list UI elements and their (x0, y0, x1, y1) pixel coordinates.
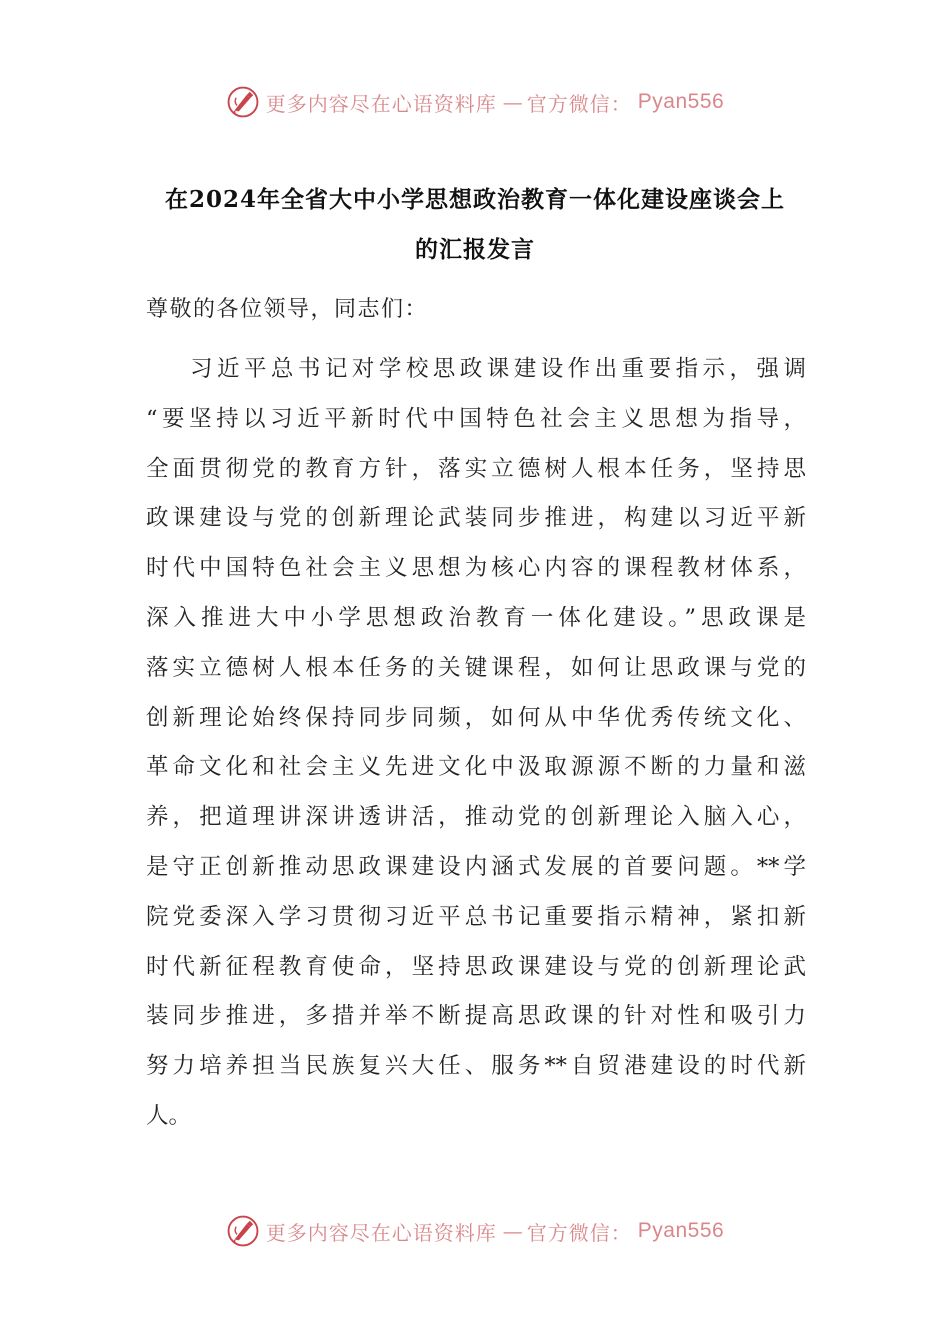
watermark-label: 官方微信： (526, 1220, 632, 1245)
salutation: 尊敬的各位领导，同志们： (146, 297, 429, 322)
body-line: 养，把道理讲深讲透讲活，推动党的创新理论入脑入心， (146, 804, 806, 831)
watermark-label: 官方微信： (526, 91, 632, 116)
pen-nib-logo-icon (226, 85, 260, 119)
watermark-footer (0, 1211, 950, 1251)
body-line: 装同步推进，多措并举不断提高思政课的针对性和吸引力 (146, 1003, 806, 1030)
watermark-text: 更多内容尽在心语资料库 (265, 1220, 497, 1245)
watermark-wechat-id: Pyan556 (637, 90, 725, 113)
body-line: 落实立德树人根本任务的关键课程，如何让思政课与党的 (146, 654, 806, 681)
body-line: 努力培养担当民族复兴大任、服务**自贸港建设的时代新 (146, 1053, 806, 1080)
body-line: 院党委深入学习贯彻习近平总书记重要指示精神，紧扣新 (146, 903, 806, 930)
watermark-wechat-id: Pyan556 (637, 1219, 725, 1242)
body-line: 是守正创新推动思政课建设内涵式发展的首要问题。**学 (146, 853, 806, 880)
watermark-header (0, 82, 950, 122)
watermark-dash: — (502, 1219, 521, 1243)
body-line: 创新理论始终保持同步同频，如何从中华优秀传统文化、 (146, 704, 806, 731)
body-line: 人。 (146, 1102, 192, 1129)
body-line: 时代中国特色社会主义思想为核心内容的课程教材体系， (146, 555, 806, 582)
watermark-dash: — (502, 90, 521, 114)
body-line: 深入推进大中小学思想政治教育一体化建设。”思政课是 (146, 604, 806, 631)
body-line: 政课建设与党的创新理论武装同步推进，构建以习近平新 (146, 505, 806, 532)
document-title-line-2: 的汇报发言 (415, 236, 535, 263)
body-line: 习近平总书记对学校思政课建设作出重要指示，强调 (190, 356, 806, 382)
body-line: 时代新征程教育使命，坚持思政课建设与党的创新理论武 (146, 953, 806, 980)
body-line: 革命文化和社会主义先进文化中汲取源源不断的力量和滋 (146, 754, 806, 781)
body-line: 全面贯彻党的教育方针，落实立德树人根本任务，坚持思 (146, 455, 806, 482)
pen-nib-logo-icon (226, 1214, 260, 1248)
watermark-text: 更多内容尽在心语资料库 (265, 91, 497, 116)
body-line: “要坚持以习近平新时代中国特色社会主义思想为指导， (146, 405, 806, 432)
body-paragraph (146, 345, 806, 1142)
document-title-line-1: 在2024年全省大中小学思想政治教育一体化建设座谈会上 (164, 186, 785, 213)
